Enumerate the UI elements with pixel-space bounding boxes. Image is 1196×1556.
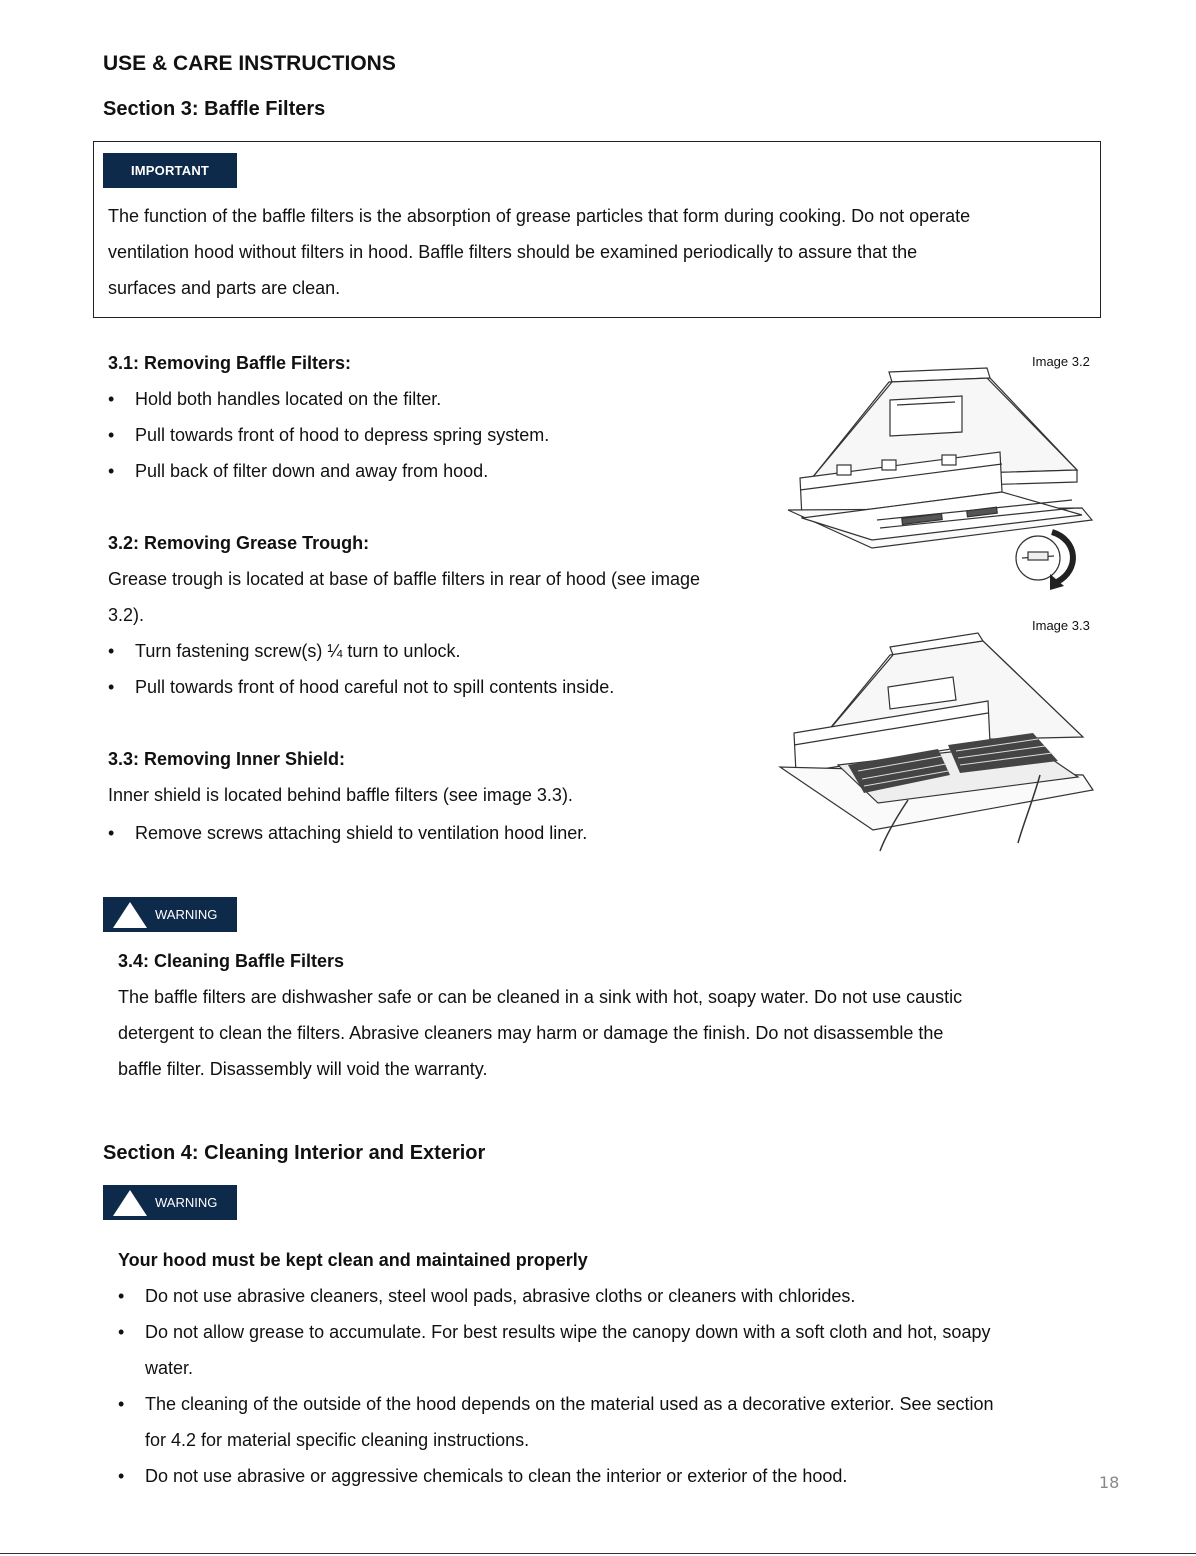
paragraph-line: The baffle filters are dishwasher safe or can be cleaned in a sink with hot, soapy water. Do not use caustic (118, 987, 963, 1007)
s33-list (108, 815, 768, 851)
s34-heading: 3.4: Cleaning Baffle Filters (118, 951, 345, 971)
s31-heading: 3.1: Removing Baffle Filters: (108, 353, 352, 373)
image-3-3-caption: Image 3.3 (1032, 618, 1090, 633)
warning-label: WARNING (155, 1195, 218, 1210)
warning-triangle-icon (113, 902, 147, 928)
section-4-heading: Your hood must be kept clean and maintained properly (118, 1250, 588, 1270)
warning-triangle-icon (113, 1190, 147, 1216)
list-item-line: water. (145, 1358, 194, 1378)
warning-label: WARNING (155, 907, 218, 922)
list-item (118, 1458, 1108, 1494)
list-item: • Hold both handles located on the filter. (108, 381, 768, 417)
list-item (118, 1278, 1108, 1314)
list-item: • Turn fastening screw(s) ¼ turn to unlock. (108, 633, 768, 669)
page-number: 18 (1099, 1473, 1120, 1492)
warning-badge-section-4 (103, 1185, 237, 1220)
s31-list (108, 381, 768, 489)
paragraph-line: Grease trough is located at base of baffle filters in rear of hood (see image (108, 569, 701, 589)
important-badge: IMPORTANT (103, 153, 237, 188)
list-item (118, 1314, 1108, 1386)
s33-heading: 3.3: Removing Inner Shield: (108, 749, 346, 769)
list-item-line: • Do not allow grease to accumulate. For best results wipe the canopy down with a soft cloth and hot, soapy (145, 1322, 991, 1342)
important-text (108, 198, 1098, 306)
list-item-line: • The cleaning of the outside of the hood depends on the material used as a decorative exterior. See section (145, 1394, 994, 1414)
s32-heading: 3.2: Removing Grease Trough: (108, 533, 370, 553)
list-item: • Pull towards front of hood careful not to spill contents inside. (108, 669, 768, 705)
section-3-title: Section 3: Baffle Filters (103, 98, 326, 120)
important-line: ventilation hood without filters in hood. Baffle filters should be examined periodically to assure that the (108, 242, 918, 262)
important-line: The function of the baffle filters is the absorption of grease particles that form during cooking. Do not operate (108, 206, 971, 226)
list-item: • Pull back of filter down and away from hood. (108, 453, 768, 489)
image-3-2-caption: Image 3.2 (1032, 354, 1090, 369)
list-item (118, 1386, 1108, 1458)
s32-paragraph (108, 561, 778, 633)
section-4-title: Section 4: Cleaning Interior and Exterior (103, 1142, 486, 1164)
list-item: • Pull towards front of hood to depress spring system. (108, 417, 768, 453)
s32-list (108, 633, 768, 705)
list-item-line: • Do not use abrasive cleaners, steel wool pads, abrasive cloths or cleaners with chlorides. (145, 1286, 856, 1306)
warning-badge-3-4 (103, 897, 237, 932)
list-item: • Remove screws attaching shield to ventilation hood liner. (108, 815, 768, 851)
hood-grease-trough-image (782, 360, 1102, 595)
list-item-line: for 4.2 for material specific cleaning instructions. (145, 1430, 530, 1450)
important-line: surfaces and parts are clean. (108, 278, 341, 298)
paragraph-line: detergent to clean the filters. Abrasive cleaners may harm or damage the finish. Do not disassemble the (118, 1023, 944, 1043)
paragraph-line: 3.2). (108, 605, 145, 625)
list-item-line: • Do not use abrasive or aggressive chemicals to clean the interior or exterior of the hood. (145, 1466, 848, 1486)
document-title: USE & CARE INSTRUCTIONS (103, 52, 396, 75)
s34-paragraph (118, 979, 1098, 1087)
bottom-rule (0, 1553, 1196, 1554)
paragraph-line: baffle filter. Disassembly will void the warranty. (118, 1059, 488, 1079)
s33-paragraph: Inner shield is located behind baffle filters (see image 3.3). (108, 785, 573, 805)
hood-inner-shield-image (778, 625, 1098, 855)
section-4-list (118, 1278, 1108, 1494)
